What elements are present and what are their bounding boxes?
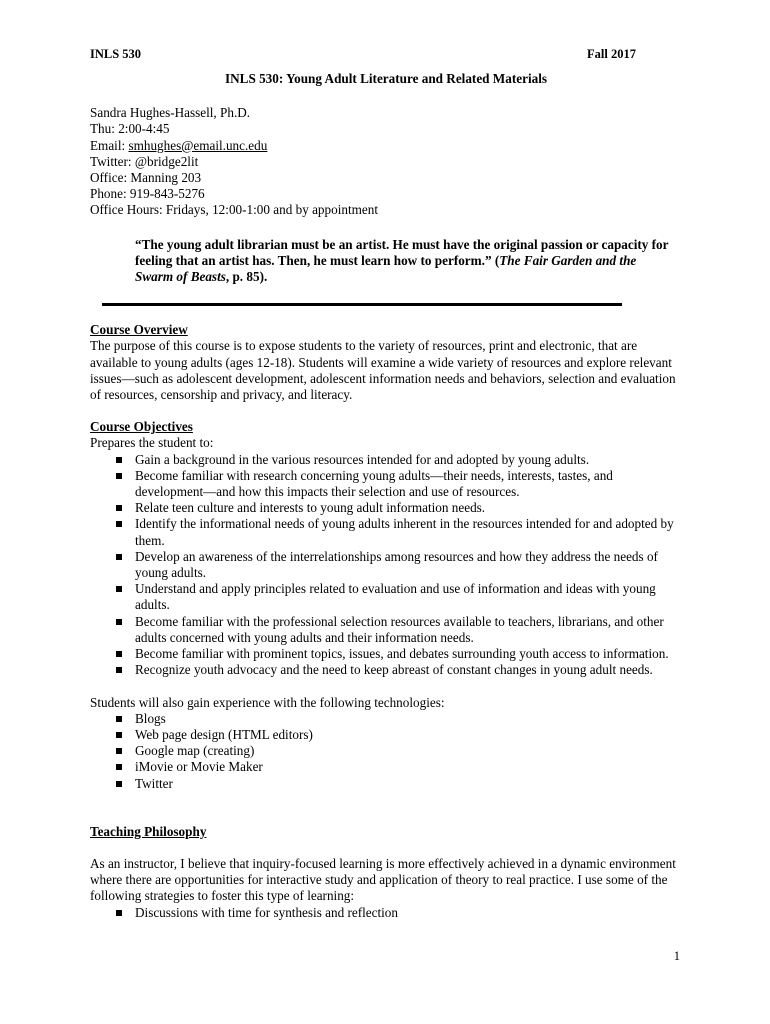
email-label: Email: [90, 137, 129, 153]
list-item: Become familiar with research concerning young adults—their needs, interests, tastes, and development—and how this impacts their selection and use of resources. [135, 468, 682, 500]
course-overview-section [90, 322, 682, 403]
quote-citation: , p. 85). [225, 269, 268, 285]
instructor-name: Sandra Hughes-Hassell, Ph.D. [90, 105, 251, 121]
list-item: Identify the informational needs of young adults inherent in the resources intended for and adopted by them. [135, 516, 682, 548]
header-course-code: INLS 530 [90, 47, 142, 61]
document-title: INLS 530: Young Adult Literature and Related Materials [225, 71, 547, 86]
horizontal-rule [102, 303, 622, 306]
class-time: Thu: 2:00-4:45 [90, 121, 170, 137]
instructor-contact [90, 105, 682, 218]
list-item: Become familiar with the professional selection resources available to teachers, librarians, and other adults concerned with young adults and their information needs. [135, 614, 682, 646]
list-item: Understand and apply principles related to evaluation and use of information and ideas with young adults. [135, 581, 682, 613]
list-item: Recognize youth advocacy and the need to keep abreast of constant changes in young adult needs. [135, 662, 682, 678]
teaching-philosophy-section [90, 824, 682, 921]
course-overview-heading: Course Overview [90, 322, 188, 338]
list-item: Twitter [135, 776, 682, 792]
office-location: Office: Manning 203 [90, 170, 202, 186]
list-item: iMovie or Movie Maker [135, 759, 682, 775]
quote-text: “The young adult librarian must be an artist. He must have the original passion or capacity for feeling that an artist has. Then, he must learn how to perform.” ( [135, 236, 669, 268]
document-body [90, 71, 682, 921]
technologies-section [90, 695, 682, 792]
epigraph-quote [135, 237, 670, 286]
header-term: Fall 2017 [587, 47, 636, 61]
technologies-list [90, 711, 682, 792]
course-overview-text: The purpose of this course is to expose students to the variety of resources, print and electronic, that are available to young adults (ages 12-18). Students will examine a wide variety of resources and explore relevant issues—such as adolescent development, adolescent information needs and behaviors, selection and evaluation of resources, censorship and privacy, and literacy. [90, 338, 676, 403]
quote-book-title: The Fair Garden and the Swarm of Beasts [135, 252, 637, 285]
course-objectives-intro: Prepares the student to: [90, 435, 214, 451]
list-item: Become familiar with prominent topics, issues, and debates surrounding youth access to information. [135, 646, 682, 662]
course-objectives-section [90, 419, 682, 678]
office-hours: Office Hours: Fridays, 12:00-1:00 and by appointment [90, 202, 379, 218]
list-item: Gain a background in the various resources intended for and adopted by young adults. [135, 452, 682, 468]
objectives-list [90, 452, 682, 679]
list-item: Blogs [135, 711, 682, 727]
email-line [90, 138, 682, 154]
twitter-handle: Twitter: @bridge2lit [90, 153, 199, 169]
phone-number: Phone: 919-843-5276 [90, 186, 205, 202]
list-item: Develop an awareness of the interrelationships among resources and how they address the needs of young adults. [135, 549, 682, 581]
list-item: Relate teen culture and interests to young adult information needs. [135, 500, 682, 516]
list-item: Discussions with time for synthesis and reflection [135, 905, 682, 921]
teaching-philosophy-heading: Teaching Philosophy [90, 823, 207, 839]
email-link[interactable]: smhughes@email.unc.edu [128, 137, 268, 153]
page-number: 1 [673, 949, 680, 963]
teaching-philosophy-text: As an instructor, I believe that inquiry-focused learning is more effectively achieved in a dynamic environment where there are opportunities for interactive study and application of theory to real practice. I use some of the following strategies to foster this type of learning: [90, 855, 676, 904]
technologies-intro: Students will also gain experience with the following technologies: [90, 694, 445, 710]
list-item: Google map (creating) [135, 743, 682, 759]
list-item: Web page design (HTML editors) [135, 727, 682, 743]
teaching-strategies-list [90, 905, 682, 921]
course-objectives-heading: Course Objectives [90, 419, 193, 435]
